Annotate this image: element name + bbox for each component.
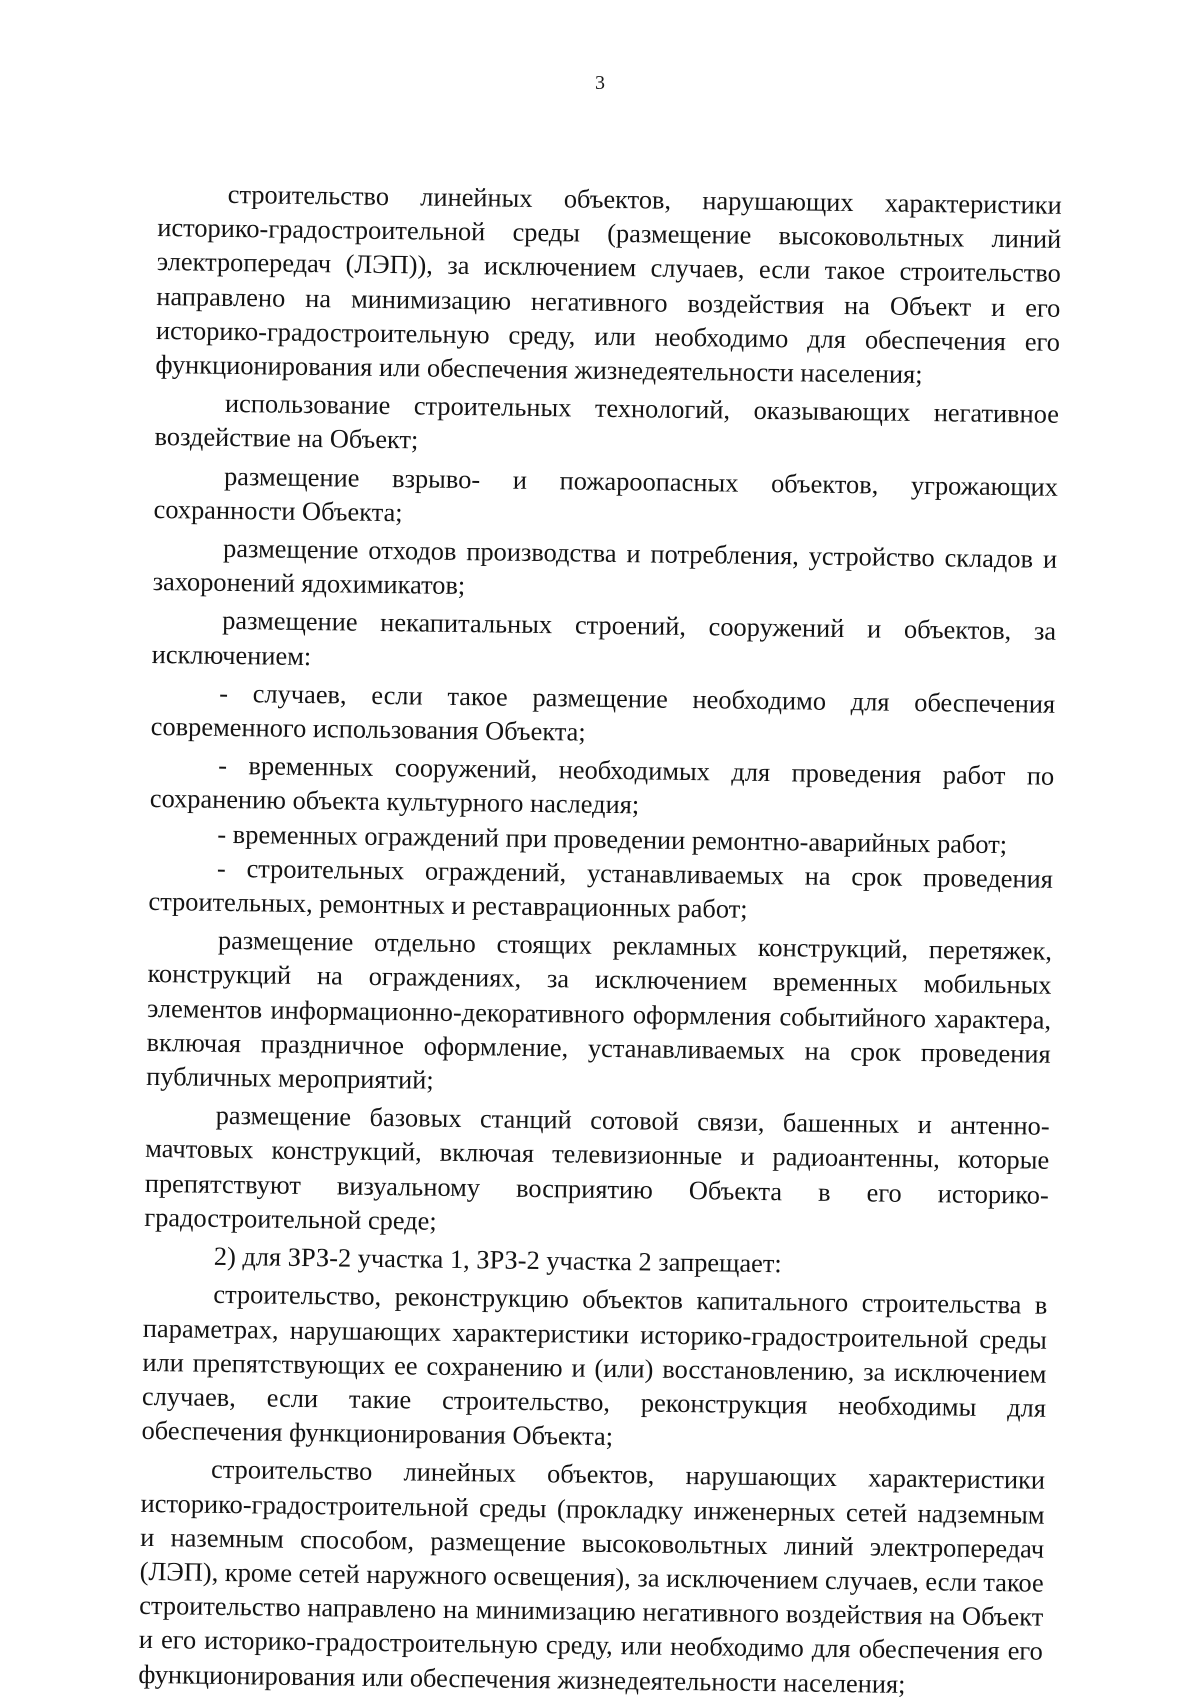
document-body: [138, 176, 1062, 1702]
paragraph-explosive-objects: размещение взрыво- и пожароопасных объектов, угрожающих сохранности Объекта;: [153, 460, 1059, 528]
paragraph-linear-objects-zrz2: строительство линейных объектов, нарушающих характеристики историко-градостроительной среды (прокладку инженерных сетей надземным и наземным способом, размещение высоковольтных линий электропередач (ЛЭП), кроме сетей наружного освещения), за исключением случаев, если такое строительство направлено на минимизацию негативного воздействия на Объект и его историко-градостроительную среду, или необходимо для обеспечения его функционирования или обеспечения жизнедеятельности населения;: [138, 1454, 1046, 1699]
list-item-modern-use: - случаев, если такое размещение необходимо для обеспечения современного использования Объекта;: [150, 677, 1056, 747]
section-heading-zrz2: 2) для ЗРЗ-2 участка 1, ЗРЗ-2 участка 2 запрещает:: [213, 1240, 782, 1279]
list-item-temporary-structures: - временных сооружений, необходимых для проведения работ по сохранению объекта культурного наследия;: [149, 750, 1055, 820]
paragraph-cellular-stations: размещение базовых станций сотовой связи, башенных и антенно-мачтовых конструкций, включая телевизионные и радиоантенны, которые препятствуют визуальному восприятию Объекта в его историко-градостроительной среде;: [144, 1100, 1050, 1236]
paragraph-advertising-structures: размещение отдельно стоящих рекламных конструкций, перетяжек, конструкций на ограждениях, за исключением временных мобильных элементов информационно-декоративного оформления событийного характера, включая праздничное оформление, устанавливаемых на срок проведения публичных мероприятий;: [146, 925, 1053, 1095]
list-item-temporary-fences: - временных ограждений при проведении ремонтно-аварийных работ;: [217, 818, 1008, 859]
paragraph-capital-construction: строительство, реконструкцию объектов капитального строительства в параметрах, нарушающих характеристики историко-градостроительной среды или препятствующих ее сохранению и (или) восстановлению, за исключением случаев, если такие строительство, реконструкция необходимы для обеспечения функционирования Объекта;: [141, 1279, 1048, 1452]
list-item-construction-fences: - строительных ограждений, устанавливаемых на срок проведения строительных, ремонтных и реставрационных работ;: [148, 852, 1054, 924]
paragraph-construction-technologies: использование строительных технологий, оказывающих негативное воздействие на Объект;: [154, 388, 1060, 455]
paragraph-waste-placement: размещение отходов производства и потребления, устройство складов и захоронений ядохимикатов;: [152, 532, 1058, 601]
paragraph-non-capital-structures: размещение некапитальных строений, сооружений и объектов, за исключением:: [151, 605, 1057, 671]
page-number: 3: [595, 72, 605, 94]
paragraph-linear-objects: строительство линейных объектов, нарушающих характеристики историко-градостроительной среды (размещение высоковольтных линий электропередач (ЛЭП)), за исключением случаев, если такое строительство направлено на минимизацию негативного воздействия на Объект и его историко-градостроительную среду, или необходимо для обеспечения его функционирования или обеспечения жизнедеятельности населения;: [155, 178, 1062, 390]
